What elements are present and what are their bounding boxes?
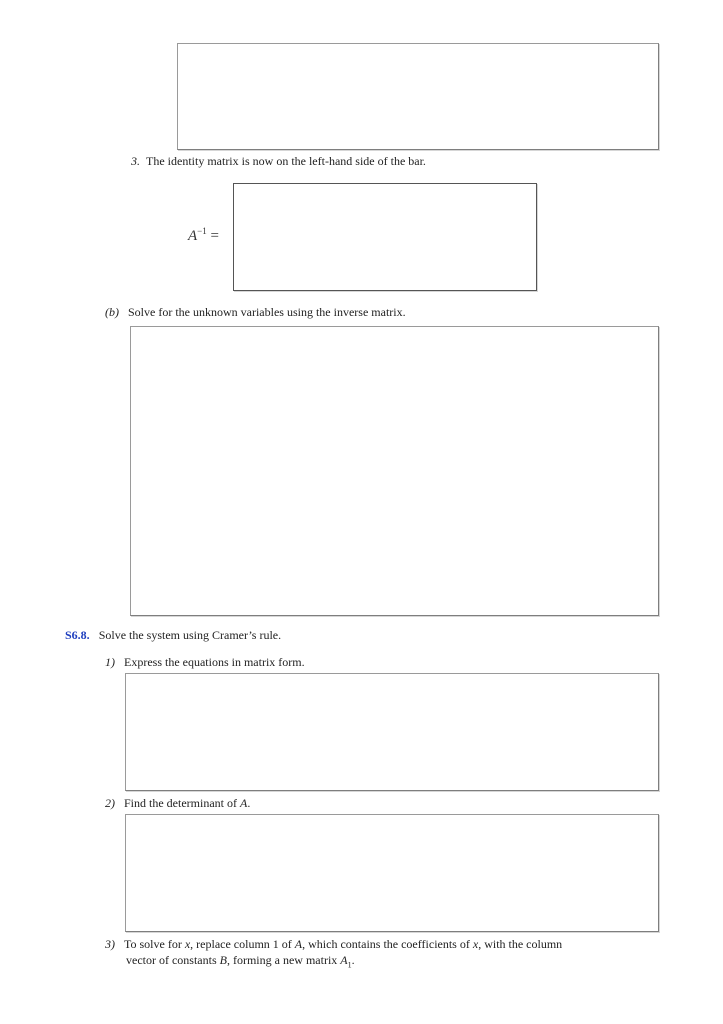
step-3-text: To solve for	[124, 937, 185, 951]
subscript-1: 1	[347, 960, 352, 970]
step-1	[105, 655, 305, 670]
step-2-text-after: .	[247, 796, 251, 810]
item-3	[131, 154, 426, 169]
var-a: A	[294, 937, 303, 951]
item-3-number: 3.	[131, 154, 140, 168]
step-2-text-before: Find the determinant of	[124, 796, 240, 810]
section-s6-8	[65, 628, 281, 643]
step-3-text: vector of constants	[126, 953, 220, 967]
step-3-text: , which contains the coefficients of	[302, 937, 473, 951]
part-b-text: Solve for the unknown variables using the inverse matrix.	[128, 305, 406, 319]
inverse-matrix-answer-box[interactable]	[233, 183, 537, 291]
equals-sign: =	[210, 228, 219, 244]
var-b: B	[219, 953, 227, 967]
step-3-line-1	[105, 937, 562, 952]
var-x: x	[472, 937, 479, 951]
inverse-symbol: A	[188, 228, 198, 244]
answer-box-top[interactable]	[177, 43, 659, 150]
step-3-line-2	[126, 953, 355, 968]
step-2-var: A	[239, 796, 248, 810]
step-2	[105, 796, 250, 811]
step-3-label: 3)	[105, 937, 115, 951]
inverse-exponent: −1	[197, 226, 207, 236]
part-b-label: (b)	[105, 305, 119, 319]
item-3-text: The identity matrix is now on the left-hand side of the bar.	[146, 154, 426, 168]
var-a-1: A	[340, 953, 348, 967]
step-1-text: Express the equations in matrix form.	[124, 655, 305, 669]
inverse-matrix-label	[188, 226, 219, 244]
step-2-label: 2)	[105, 796, 115, 810]
section-text: Solve the system using Cramer’s rule.	[98, 628, 282, 642]
step-3-text: , replace column 1 of	[190, 937, 295, 951]
part-b-answer-box[interactable]	[130, 326, 659, 616]
part-b	[105, 305, 406, 320]
step-3-text: .	[351, 953, 355, 967]
step-3-text: , forming a new matrix	[226, 953, 341, 967]
step-3-text: , with the column	[478, 937, 563, 951]
section-label: S6.8.	[65, 628, 90, 642]
var-x: x	[184, 937, 191, 951]
step-1-label: 1)	[105, 655, 115, 669]
step-1-answer-box[interactable]	[125, 673, 659, 791]
step-2-answer-box[interactable]	[125, 814, 659, 932]
